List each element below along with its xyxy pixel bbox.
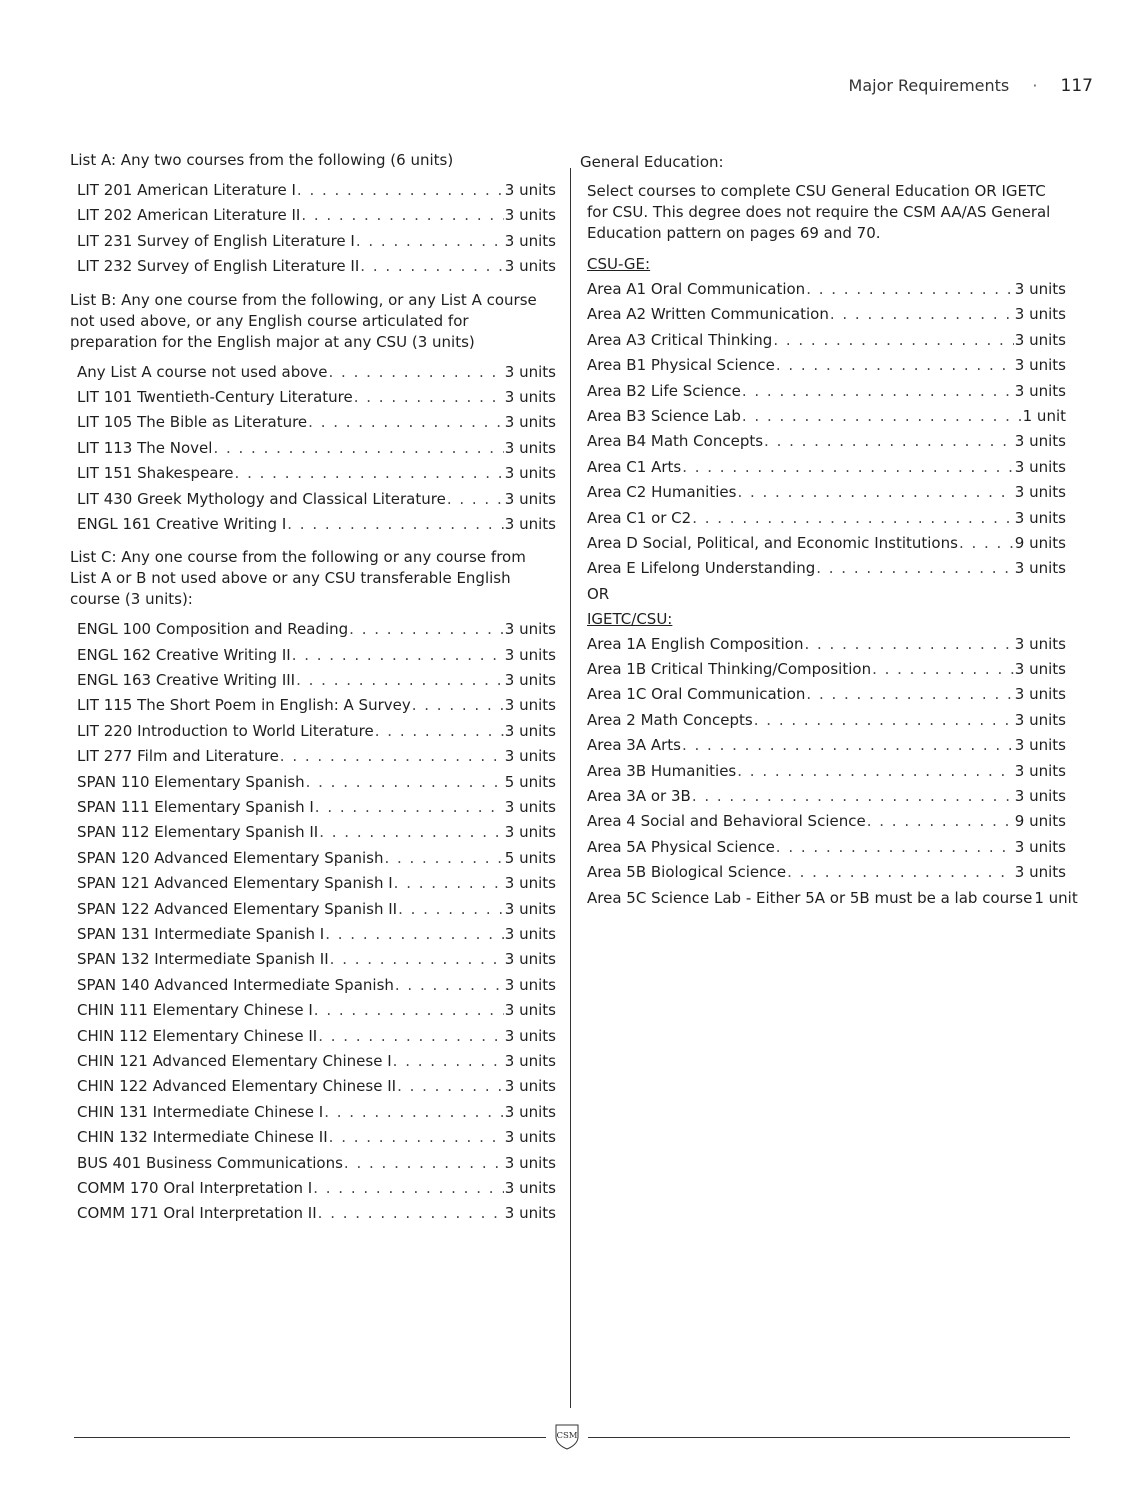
course-name: CHIN 131 Intermediate Chinese I: [77, 1102, 324, 1121]
course-name: ENGL 162 Creative Writing II: [77, 645, 291, 664]
dot-leader: [773, 328, 1013, 353]
course-name: Area 1B Critical Thinking/Composition: [587, 660, 872, 679]
dot-leader: [318, 1201, 504, 1226]
course-entry: [77, 254, 556, 279]
dot-leader: [397, 1074, 504, 1099]
course-name: SPAN 120 Advanced Elementary Spanish: [77, 848, 384, 867]
course-entry: [587, 759, 1066, 784]
course-entry: [587, 455, 1066, 480]
course-name: Area C2 Humanities: [587, 483, 737, 502]
course-units: 3 units: [1014, 432, 1066, 451]
dot-leader: [287, 512, 504, 537]
course-units: 3 units: [504, 1128, 556, 1147]
course-entry: [77, 1125, 556, 1150]
course-entry: [587, 809, 1066, 834]
dot-leader: [349, 617, 504, 642]
course-name: Any List A course not used above: [77, 362, 328, 381]
course-entry: [77, 436, 556, 461]
course-name: CHIN 112 Elementary Chinese II: [77, 1026, 318, 1045]
seal-text: CSM: [556, 1431, 578, 1441]
course-units: 3 units: [504, 489, 556, 508]
course-units: 3 units: [504, 975, 556, 994]
course-name: ENGL 163 Creative Writing III: [77, 671, 296, 690]
course-name: LIT 113 The Novel: [77, 438, 213, 457]
dot-leader: [447, 487, 504, 512]
course-entry: [77, 1100, 556, 1125]
dot-leader: [395, 973, 504, 998]
course-name: SPAN 132 Intermediate Spanish II: [77, 950, 329, 969]
dot-leader: [412, 693, 504, 718]
general-education-paragraph: Select courses to complete CSU General Education OR IGETC for CSU. This degree does not require the CSM AA/AS General Education pattern on pages 69 and 70.: [587, 182, 1051, 242]
course-name: ENGL 100 Composition and Reading: [77, 620, 349, 639]
course-entry: [77, 719, 556, 744]
course-name: COMM 170 Oral Interpretation I: [77, 1178, 313, 1197]
course-units: 3 units: [504, 206, 556, 225]
course-name: LIT 430 Greek Mythology and Classical Literature: [77, 489, 446, 508]
dot-leader: [804, 632, 1013, 657]
dot-leader: [329, 1125, 504, 1150]
course-name: CHIN 122 Advanced Elementary Chinese II: [77, 1077, 397, 1096]
course-name: LIT 101 Twentieth-Century Literature: [77, 387, 353, 406]
course-name: LIT 201 American Literature I: [77, 181, 296, 199]
course-entry: [587, 632, 1066, 657]
or-label: OR: [587, 584, 610, 603]
course-units: 3 units: [504, 620, 556, 639]
course-units: 3 units: [504, 514, 556, 533]
dot-leader: [816, 556, 1014, 581]
course-name: Area B1 Physical Science: [587, 356, 775, 375]
list-c-intro: List C: Any one course from the following or any course from List A or B not used above or any CSU transferable English course (3 units):: [70, 548, 526, 609]
dot-leader: [867, 809, 1014, 834]
dot-leader: [315, 795, 504, 820]
course-name: Area A3 Critical Thinking: [587, 330, 773, 349]
course-units: 3 units: [1014, 356, 1066, 375]
dot-leader: [776, 835, 1014, 860]
csm-seal-icon: [553, 1422, 581, 1450]
course-units: 3 units: [504, 1178, 556, 1197]
course-units: 3 units: [504, 362, 556, 381]
course-name: LIT 232 Survey of English Literature II: [77, 257, 360, 276]
dot-leader: [213, 436, 503, 461]
course-entry: [587, 429, 1066, 454]
course-name: Area 5A Physical Science: [587, 837, 775, 856]
course-units: 3 units: [1014, 863, 1066, 882]
course-name: SPAN 121 Advanced Elementary Spanish I: [77, 874, 393, 893]
course-units: 3 units: [1014, 381, 1066, 400]
footer-rule-right: [588, 1437, 1070, 1438]
course-name: LIT 105 The Bible as Literature: [77, 413, 308, 432]
dot-leader: [354, 385, 504, 410]
course-entry: [77, 846, 556, 871]
dot-leader: [375, 719, 504, 744]
course-entry: [587, 556, 1066, 581]
course-entry: [77, 385, 556, 410]
course-units: 3 units: [504, 181, 556, 199]
course-name: Area E Lifelong Understanding: [587, 559, 816, 578]
course-name: Area 2 Math Concepts: [587, 710, 753, 729]
general-education-heading: General Education:: [580, 153, 724, 171]
course-entry: [77, 1049, 556, 1074]
dot-leader: [776, 353, 1014, 378]
course-entry: [77, 229, 556, 254]
course-entry: [77, 178, 556, 203]
csu-ge-list: [580, 277, 1066, 582]
dot-leader: [235, 461, 504, 486]
course-entry: [77, 461, 556, 486]
course-entry: [587, 708, 1066, 733]
course-units: 3 units: [1014, 837, 1066, 856]
dot-leader: [692, 784, 1014, 809]
dot-leader: [787, 860, 1014, 885]
course-entry: [77, 410, 556, 435]
course-name: Area C1 Arts: [587, 457, 682, 476]
course-name: CHIN 132 Intermediate Chinese II: [77, 1128, 328, 1147]
course-name: LIT 231 Survey of English Literature I: [77, 231, 355, 250]
course-entry: [77, 1074, 556, 1099]
course-name: SPAN 122 Advanced Elementary Spanish II: [77, 899, 398, 918]
course-units: 1 unit: [1034, 888, 1078, 907]
course-entry: [587, 886, 1078, 911]
course-units: 3 units: [1014, 305, 1066, 324]
course-units: 3 units: [1014, 660, 1066, 679]
dot-leader: [393, 1049, 504, 1074]
course-units: 9 units: [1014, 812, 1066, 831]
course-units: 3 units: [504, 950, 556, 969]
course-entry: [587, 353, 1066, 378]
dot-leader: [806, 682, 1013, 707]
course-units: 3 units: [504, 1026, 556, 1045]
dot-leader: [325, 922, 504, 947]
course-name: Area 3A or 3B: [587, 787, 691, 806]
course-name: LIT 277 Film and Literature: [77, 747, 279, 766]
dot-leader: [292, 643, 504, 668]
course-units: 3 units: [504, 438, 556, 457]
course-name: Area 3B Humanities: [587, 761, 737, 780]
course-entry: [77, 973, 556, 998]
header-separator: ·: [1032, 76, 1038, 95]
course-name: Area 5B Biological Science: [587, 863, 787, 882]
dot-leader: [830, 302, 1014, 327]
course-units: 3 units: [504, 1077, 556, 1096]
course-entry: [587, 506, 1066, 531]
course-units: 3 units: [504, 721, 556, 740]
left-column: [70, 150, 556, 1237]
course-units: 3 units: [504, 1001, 556, 1020]
dot-leader: [297, 178, 504, 203]
course-entry: [77, 744, 556, 769]
course-entry: [77, 1024, 556, 1049]
course-units: 3 units: [1014, 559, 1066, 578]
course-units: 1 unit: [1022, 406, 1066, 425]
course-entry: [77, 947, 556, 972]
dot-leader: [682, 455, 1014, 480]
course-entry: [77, 617, 556, 642]
course-entry: [77, 770, 556, 795]
right-column: [580, 152, 1078, 921]
column-divider: [570, 168, 571, 1408]
dot-leader: [318, 1024, 504, 1049]
course-name: ENGL 161 Creative Writing I: [77, 514, 287, 533]
dot-leader: [301, 203, 503, 228]
course-units: 9 units: [1014, 533, 1066, 552]
course-entry: [587, 531, 1066, 556]
list-c: [70, 617, 556, 1226]
course-name: Area 1A English Composition: [587, 634, 804, 653]
course-entry: [587, 302, 1066, 327]
course-name: Area A2 Written Communication: [587, 305, 829, 324]
course-name: CHIN 111 Elementary Chinese I: [77, 1001, 313, 1020]
course-units: 3 units: [504, 464, 556, 483]
dot-leader: [308, 410, 504, 435]
course-entry: [77, 668, 556, 693]
course-units: 3 units: [504, 413, 556, 432]
section-title: Major Requirements: [848, 76, 1010, 95]
course-units: 3 units: [1014, 787, 1066, 806]
dot-leader: [959, 531, 1014, 556]
course-name: SPAN 110 Elementary Spanish: [77, 772, 305, 791]
course-units: 3 units: [504, 645, 556, 664]
dot-leader: [360, 254, 504, 279]
course-units: 5 units: [504, 772, 556, 791]
dot-leader: [764, 429, 1014, 454]
page-number: 117: [1060, 76, 1093, 96]
course-units: 3 units: [504, 696, 556, 715]
dot-leader: [319, 820, 504, 845]
course-units: 3 units: [504, 671, 556, 690]
dot-leader: [384, 846, 503, 871]
course-name: Area 3A Arts: [587, 736, 681, 755]
course-units: 3 units: [504, 798, 556, 817]
course-units: 5 units: [504, 848, 556, 867]
course-entry: [77, 360, 556, 385]
course-name: BUS 401 Business Communications: [77, 1153, 343, 1172]
dot-leader: [872, 657, 1014, 682]
running-header: [849, 76, 1093, 96]
course-name: Area 4 Social and Behavioral Science: [587, 812, 866, 831]
course-entry: [77, 1151, 556, 1176]
dot-leader: [344, 1151, 504, 1176]
course-units: 3 units: [1014, 483, 1066, 502]
course-entry: [587, 404, 1066, 429]
course-entry: [587, 480, 1066, 505]
course-name: Area C1 or C2: [587, 508, 692, 527]
course-units: 3 units: [504, 1153, 556, 1172]
course-units: 3 units: [1014, 685, 1066, 704]
course-entry: [77, 1201, 556, 1226]
course-units: 3 units: [1014, 280, 1066, 298]
course-entry: [587, 835, 1066, 860]
course-entry: [587, 379, 1066, 404]
csu-ge-title: CSU-GE:: [587, 255, 651, 273]
course-name: SPAN 111 Elementary Spanish I: [77, 798, 314, 817]
course-entry: [587, 784, 1066, 809]
dot-leader: [394, 871, 504, 896]
dot-leader: [296, 668, 504, 693]
list-b: [70, 360, 556, 538]
course-units: 3 units: [1014, 330, 1066, 349]
course-units: 3 units: [504, 231, 556, 250]
course-units: 3 units: [1014, 761, 1066, 780]
dot-leader: [682, 733, 1014, 758]
course-units: 3 units: [1014, 508, 1066, 527]
dot-leader: [314, 998, 504, 1023]
course-entry: [587, 733, 1066, 758]
course-entry: [77, 643, 556, 668]
course-name: Area B2 Life Science: [587, 381, 741, 400]
course-units: 3 units: [504, 1102, 556, 1121]
course-name: CHIN 121 Advanced Elementary Chinese I: [77, 1051, 392, 1070]
list-a-intro: List A: Any two courses from the following (6 units): [70, 151, 454, 169]
course-name: LIT 202 American Literature II: [77, 206, 301, 225]
course-entry: [77, 897, 556, 922]
dot-leader: [737, 759, 1014, 784]
course-entry: [587, 860, 1066, 885]
course-name: Area A1 Oral Communication: [587, 280, 806, 298]
dot-leader: [742, 379, 1014, 404]
dot-leader: [742, 404, 1022, 429]
course-entry: [77, 820, 556, 845]
course-entry: [587, 328, 1066, 353]
course-name: Area B3 Science Lab: [587, 406, 741, 425]
course-units: 3 units: [504, 1204, 556, 1223]
course-entry: [587, 277, 1066, 302]
course-entry: [77, 871, 556, 896]
course-name: LIT 220 Introduction to World Literature: [77, 721, 374, 740]
dot-leader: [398, 897, 504, 922]
course-units: 3 units: [1014, 634, 1066, 653]
course-units: 3 units: [504, 823, 556, 842]
dot-leader: [806, 277, 1014, 302]
course-name: SPAN 140 Advanced Intermediate Spanish: [77, 975, 394, 994]
dot-leader: [313, 1176, 504, 1201]
dot-leader: [330, 947, 504, 972]
dot-leader: [329, 360, 504, 385]
course-entry: [587, 657, 1066, 682]
course-units: 3 units: [504, 924, 556, 943]
course-name: Area B4 Math Concepts: [587, 432, 764, 451]
course-units: 3 units: [1014, 710, 1066, 729]
course-entry: [77, 1176, 556, 1201]
course-entry: [77, 512, 556, 537]
course-units: 3 units: [504, 747, 556, 766]
course-units: 3 units: [504, 899, 556, 918]
list-b-intro: List B: Any one course from the following, or any List A course not used above, or any English course articulated for preparation for the English major at any CSU (3 units): [70, 290, 537, 351]
igetc-list: [580, 632, 1078, 911]
course-name: LIT 151 Shakespeare: [77, 464, 234, 483]
course-units: 3 units: [1014, 736, 1066, 755]
dot-leader: [306, 770, 504, 795]
course-name: COMM 171 Oral Interpretation II: [77, 1204, 317, 1223]
igetc-title: IGETC/CSU:: [587, 609, 673, 628]
course-entry: [77, 795, 556, 820]
course-entry: [77, 693, 556, 718]
course-name: SPAN 131 Intermediate Spanish I: [77, 924, 325, 943]
course-units: 3 units: [504, 257, 556, 276]
course-units: 3 units: [1014, 457, 1066, 476]
footer-rule-left: [74, 1437, 546, 1438]
course-units: 3 units: [504, 387, 556, 406]
course-name: SPAN 112 Elementary Spanish II: [77, 823, 319, 842]
dot-leader: [356, 229, 504, 254]
course-entry: [77, 922, 556, 947]
course-entry: [77, 487, 556, 512]
course-name: LIT 115 The Short Poem in English: A Survey: [77, 696, 411, 715]
course-name: Area 1C Oral Communication: [587, 685, 806, 704]
course-units: 3 units: [504, 1051, 556, 1070]
dot-leader: [754, 708, 1014, 733]
dot-leader: [324, 1100, 504, 1125]
list-a: [70, 178, 556, 280]
dot-leader: [692, 506, 1014, 531]
course-entry: [587, 682, 1066, 707]
course-name: Area D Social, Political, and Economic Institutions: [587, 533, 958, 552]
dot-leader: [737, 480, 1013, 505]
dot-leader: [280, 744, 504, 769]
course-entry: [77, 998, 556, 1023]
course-name: Area 5C Science Lab - Either 5A or 5B must be a lab course: [587, 888, 1033, 907]
course-entry: [77, 203, 556, 228]
course-units: 3 units: [504, 874, 556, 893]
